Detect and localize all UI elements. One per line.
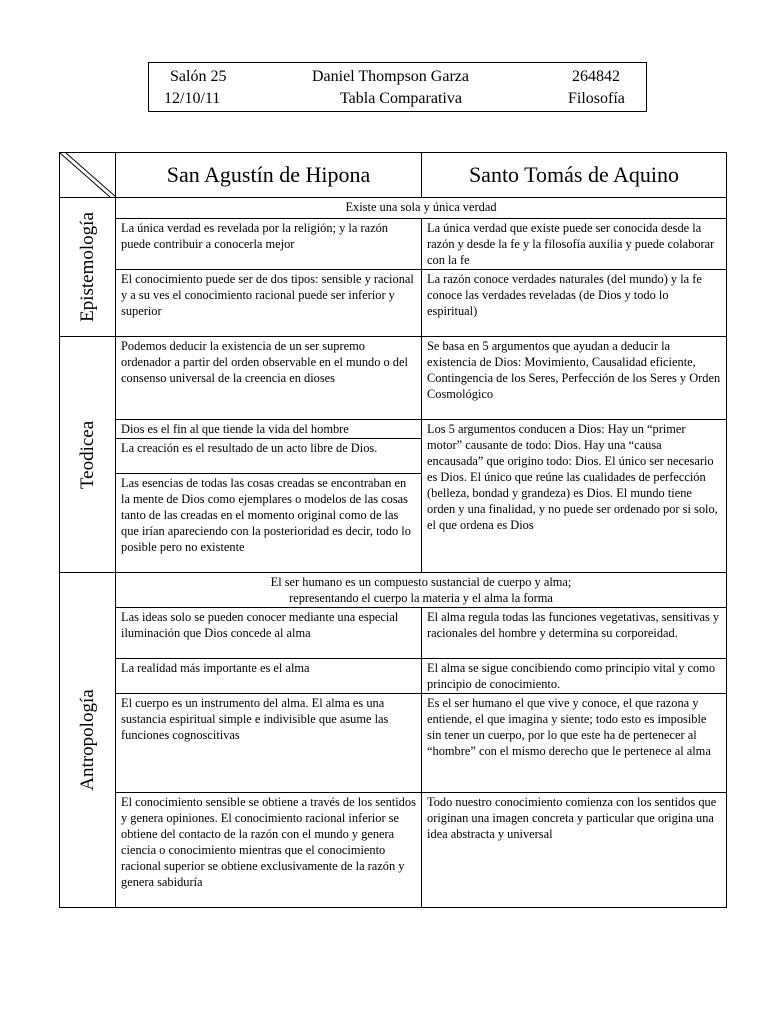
antropologia-shared-row [60, 573, 727, 608]
document-title: Tabla Comparativa [340, 90, 462, 107]
column-header-tomas: Santo Tomás de Aquino [422, 153, 727, 198]
section-teodicea [60, 337, 116, 573]
antropologia-tomas-1: El alma regula todas las funciones vegetativas, sensitivas y racionales del hombre y determina su corporeidad. [422, 608, 727, 659]
table-row [60, 219, 727, 270]
table-row [60, 793, 727, 908]
epistemologia-shared-row [60, 198, 727, 219]
teodicea-agustin-4: Las esencias de todas las cosas creadas se encontraban en la mente de Dios como ejemplares o modelos de las cosas tanto de las creadas en el momento original como de las que irían apareciendo con la posterioridad es decir, todo lo posible pero no existente [116, 474, 422, 573]
table-row [60, 420, 727, 439]
subject-label: Filosofía [568, 90, 625, 107]
table-row [60, 659, 727, 694]
teodicea-agustin-3: La creación es el resultado de un acto libre de Dios. [116, 439, 422, 474]
teodicea-tomas-2: Los 5 argumentos conducen a Dios: Hay un “primer motor” causante de todo: Dios. Hay una “causa encausada” que origino todo: Dios. El único ser necesario es Dios. El único que reúne las cualidades de perfección (belleza, bondad y grandeza) es Dios. El mundo tiene orden y una finalidad, y no puede ser ordenado por si solo, el que ordena es Dios [422, 420, 727, 573]
student-name: Daniel Thompson Garza [312, 68, 469, 85]
table-row [60, 608, 727, 659]
section-epistemologia [60, 198, 116, 337]
antropologia-tomas-2: El alma se sigue concibiendo como principio vital y como principio de conocimiento. [422, 659, 727, 694]
antropologia-tomas-3: Es el ser humano el que vive y conoce, el que razona y entiende, el que imagina y siente; todo esto es imposible sin tener un cuerpo, por lo que este ha de pertenecer al “hombre” con el mismo derecho que le pertenece al alma [422, 694, 727, 793]
teodicea-agustin-2: Dios es el fin al que tiende la vida del hombre [116, 420, 422, 439]
table-row [60, 337, 727, 420]
column-header-agustin: San Agustín de Hipona [116, 153, 422, 198]
epistemologia-shared: Existe una sola y única verdad [116, 198, 727, 219]
antropologia-shared [116, 573, 727, 608]
antropologia-agustin-4: El conocimiento sensible se obtiene a través de los sentidos y genera opiniones. El conocimiento racional inferior se obtiene del contacto de la razón con el mundo y genera ciencia o conocimiento mientras que el conocimiento racional superior se obtiene exclusivamente de la razón y genera sabiduría [116, 793, 422, 908]
corner-cell [60, 153, 116, 198]
epistemologia-tomas-2: La razón conoce verdades naturales (del mundo) y la fe conoce las verdades reveladas (de Dios y todo lo espiritual) [422, 270, 727, 337]
section-label-teodicea: Teodicea [76, 420, 98, 489]
antropologia-tomas-4: Todo nuestro conocimiento comienza con los sentidos que originan una imagen concreta y particular que origina una idea abstracta y universal [422, 793, 727, 908]
antropologia-shared-line1: El ser humano es un compuesto sustancial de cuerpo y alma; [270, 575, 572, 589]
epistemologia-tomas-1: La única verdad que existe puede ser conocida desde la razón y desde la fe y la filosofía auxilia y puede colaborar con la fe [422, 219, 727, 270]
student-id: 264842 [572, 68, 620, 85]
epistemologia-agustin-2: El conocimiento puede ser de dos tipos: sensible y racional y a su ves el conocimiento racional puede ser inferior y superior [116, 270, 422, 337]
table-row [60, 270, 727, 337]
section-antropologia [60, 573, 116, 908]
comparison-table [59, 152, 727, 908]
antropologia-agustin-2: La realidad más importante es el alma [116, 659, 422, 694]
diagonal-line-icon [60, 153, 116, 197]
header-box [148, 62, 647, 112]
antropologia-agustin-1: Las ideas solo se pueden conocer mediante una especial iluminación que Dios concede al alma [116, 608, 422, 659]
column-header-row [60, 153, 727, 198]
epistemologia-agustin-1: La única verdad es revelada por la religión; y la razón puede contribuir a conocerla mejor [116, 219, 422, 270]
teodicea-tomas-1: Se basa en 5 argumentos que ayudan a deducir la existencia de Dios: Movimiento, Causalidad eficiente, Contingencia de los Seres, Perfección de los Seres y Orden Cosmológico [422, 337, 727, 420]
date-label: 12/10/11 [164, 90, 221, 107]
antropologia-agustin-3: El cuerpo es un instrumento del alma. El alma es una sustancia espiritual simple e indivisible que asume las funciones cognoscitivas [116, 694, 422, 793]
antropologia-shared-line2: representando el cuerpo la materia y el alma la forma [289, 591, 553, 605]
teodicea-agustin-1: Podemos deducir la existencia de un ser supremo ordenador a partir del orden observable en el mundo o del consenso universal de la creencia en dioses [116, 337, 422, 420]
section-label-epistemologia: Epistemología [76, 212, 98, 322]
table-row [60, 694, 727, 793]
room-label: Salón 25 [170, 68, 227, 85]
section-label-antropologia: Antropología [76, 689, 98, 791]
